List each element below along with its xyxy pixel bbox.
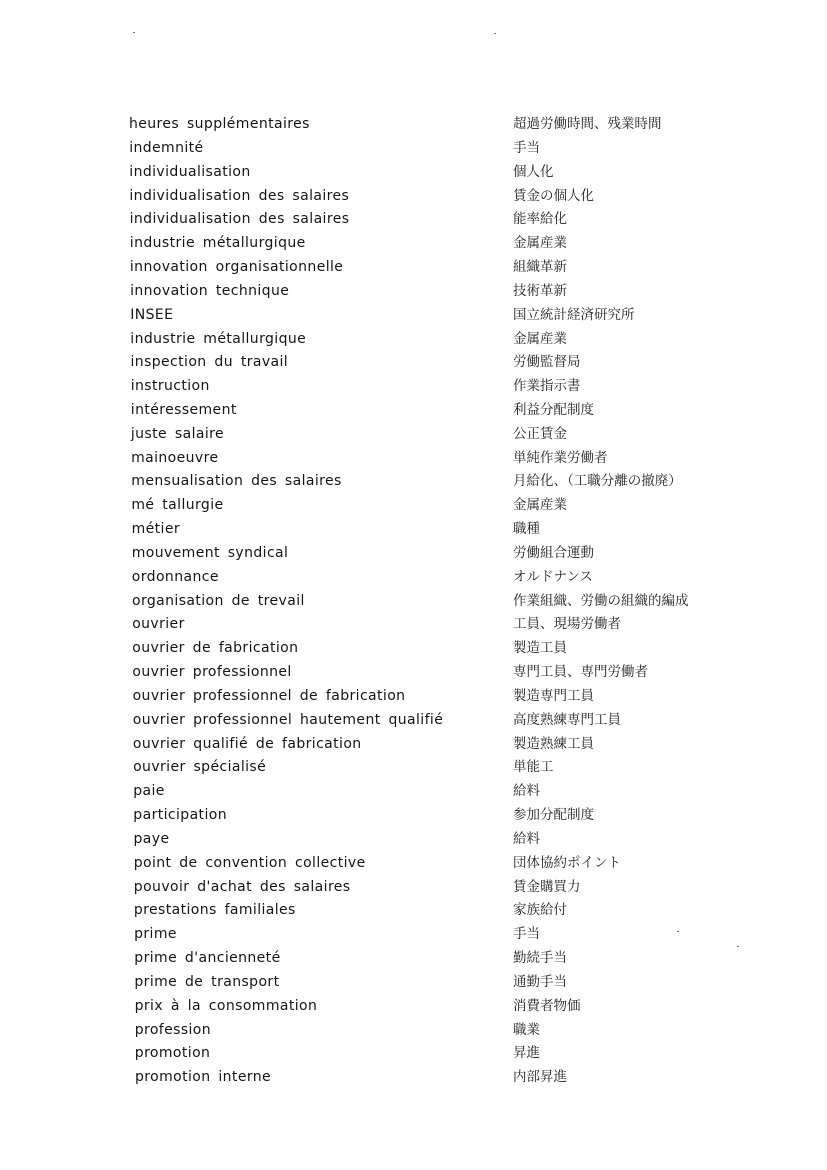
japanese-term: 賃金購買力: [513, 878, 581, 895]
japanese-term: 金属産業: [513, 497, 567, 514]
french-term: paye: [133, 830, 170, 847]
glossary-entry: [0, 854, 827, 878]
glossary-entry: [0, 520, 827, 544]
japanese-term: 金属産業: [513, 330, 567, 347]
japanese-term: 労働監督局: [513, 354, 581, 371]
japanese-term: 手当: [513, 926, 540, 943]
japanese-term: 給料: [513, 783, 540, 800]
japanese-term: 単能工: [513, 759, 554, 776]
glossary-entry: [0, 544, 827, 568]
french-term: prime de transport: [134, 973, 280, 990]
japanese-term: 手当: [513, 139, 540, 156]
french-term: ouvrier professionnel: [132, 664, 292, 681]
glossary-entry: [0, 997, 827, 1021]
japanese-term: 給料: [513, 830, 540, 847]
japanese-term: 専門工員、専門労働者: [513, 664, 648, 681]
japanese-term: 月給化、（工職分離の撤廃）: [513, 473, 682, 490]
glossary-entry: [0, 1068, 827, 1092]
japanese-term: 超過労働時間、残業時間: [513, 116, 662, 132]
french-term: individualisation: [129, 163, 251, 180]
glossary-entry: [0, 901, 827, 925]
french-term: prime d'ancienneté: [134, 950, 281, 966]
japanese-term: 利益分配制度: [513, 402, 594, 418]
glossary-entry: [0, 830, 827, 854]
french-term: point de convention collective: [133, 854, 366, 871]
french-term: mouvement syndical: [131, 544, 289, 561]
glossary-entry: [0, 735, 827, 759]
glossary-entry: [0, 282, 827, 306]
french-term: ouvrier professionnel hautement qualifié: [132, 711, 444, 728]
french-term: prime: [134, 926, 177, 943]
scan-speck: [133, 32, 135, 33]
french-term: inspection du travail: [130, 354, 289, 371]
french-term: intéressement: [130, 402, 237, 418]
japanese-term: 製造工員: [513, 640, 567, 657]
french-term: ouvrier professionnel de fabrication: [132, 687, 406, 704]
japanese-term: 公正賃金: [513, 425, 567, 442]
glossary-entry: [0, 449, 827, 473]
glossary-entry: [0, 139, 827, 163]
scan-speck: [737, 946, 739, 947]
glossary-entry: [0, 615, 827, 639]
french-term: innovation organisationnelle: [129, 259, 344, 275]
glossary-entry: [0, 187, 827, 211]
japanese-term: 消費者物価: [513, 997, 581, 1014]
glossary-entry: [0, 758, 827, 782]
french-term: mé tallurgie: [131, 497, 224, 514]
french-term: indemnité: [129, 139, 204, 156]
glossary-entry: [0, 425, 827, 449]
japanese-term: オルドナンス: [513, 568, 593, 585]
french-term: paie: [133, 783, 165, 800]
french-term: juste salaire: [130, 425, 224, 442]
french-term: innovation technique: [130, 282, 290, 299]
japanese-term: 技術革新: [513, 282, 567, 299]
glossary-entry: [0, 949, 827, 973]
glossary-entry: [0, 353, 827, 377]
japanese-term: 通勤手当: [513, 973, 567, 990]
japanese-term: 職業: [513, 1021, 540, 1038]
glossary-entry: [0, 377, 827, 401]
japanese-term: 単純作業労働者: [513, 449, 608, 466]
japanese-term: 内部昇進: [513, 1069, 567, 1086]
japanese-term: 賃金の個人化: [513, 187, 594, 204]
french-term: ordonnance: [131, 568, 219, 585]
glossary-entry: [0, 973, 827, 997]
glossary-entry: [0, 878, 827, 902]
japanese-term: 金属産業: [513, 235, 567, 252]
french-term: promotion: [134, 1045, 211, 1062]
french-term: INSEE: [130, 306, 174, 323]
glossary-entry: [0, 306, 827, 330]
japanese-term: 能率給化: [513, 211, 567, 228]
glossary-entry: [0, 210, 827, 234]
japanese-term: 製造専門工員: [513, 687, 594, 704]
glossary-entry: [0, 663, 827, 687]
glossary-entry: [0, 711, 827, 735]
japanese-term: 個人化: [513, 163, 554, 180]
french-term: mensualisation des salaires: [131, 473, 342, 490]
japanese-term: 工員、現場労働者: [513, 616, 621, 633]
glossary-entry: [0, 592, 827, 616]
french-term: individualisation des salaires: [129, 187, 350, 204]
glossary-entry: [0, 806, 827, 830]
japanese-term: 作業指示書: [513, 378, 581, 395]
french-term: instruction: [130, 378, 210, 395]
glossary-entry: [0, 687, 827, 711]
french-term: ouvrier qualifié de fabrication: [132, 735, 362, 752]
french-term: promotion interne: [135, 1069, 272, 1086]
glossary-entry: [0, 163, 827, 187]
french-term: ouvrier: [132, 616, 185, 633]
japanese-term: 製造熟練工員: [513, 735, 594, 752]
japanese-term: 国立統計経済研究所: [513, 306, 635, 323]
french-term: heures supplémentaires: [129, 116, 310, 132]
french-term: profession: [134, 1021, 212, 1038]
scan-speck: [494, 33, 496, 34]
scan-speck: [677, 931, 679, 932]
glossary-entry: [0, 115, 827, 139]
french-term: individualisation des salaires: [129, 211, 350, 228]
french-term: organisation de trevail: [132, 592, 305, 609]
japanese-term: 高度熟練専門工員: [513, 711, 621, 728]
french-term: pouvoir d'achat des salaires: [133, 878, 351, 895]
french-term: industrie métallurgique: [130, 330, 307, 347]
glossary-entry: [0, 496, 827, 520]
glossary-entry: [0, 258, 827, 282]
glossary-entry: [0, 568, 827, 592]
glossary-entry: [0, 639, 827, 663]
japanese-term: 参加分配制度: [513, 807, 594, 824]
glossary-entry: [0, 472, 827, 496]
japanese-term: 組織革新: [513, 259, 567, 275]
japanese-term: 勤続手当: [513, 950, 567, 966]
french-term: ouvrier de fabrication: [132, 640, 299, 657]
glossary-entry: [0, 330, 827, 354]
japanese-term: 家族給付: [513, 902, 567, 919]
japanese-term: 職種: [513, 521, 540, 538]
japanese-term: 作業組織、労働の組織的編成: [513, 592, 689, 609]
french-term: métier: [131, 521, 180, 538]
french-term: mainoeuvre: [131, 449, 219, 466]
glossary-entry: [0, 234, 827, 258]
french-term: prix à la consommation: [134, 997, 318, 1014]
glossary-entry: [0, 925, 827, 949]
glossary-entry: [0, 1021, 827, 1045]
japanese-term: 団体協約ポイント: [513, 854, 621, 871]
glossary-entry: [0, 1044, 827, 1068]
french-term: industrie métallurgique: [129, 235, 306, 252]
french-term: prestations familiales: [133, 902, 296, 919]
japanese-term: 昇進: [513, 1045, 540, 1062]
glossary-entry: [0, 401, 827, 425]
french-term: participation: [133, 807, 227, 824]
french-term: ouvrier spécialisé: [133, 759, 267, 776]
japanese-term: 労働組合運動: [513, 544, 594, 561]
glossary-entry: [0, 782, 827, 806]
